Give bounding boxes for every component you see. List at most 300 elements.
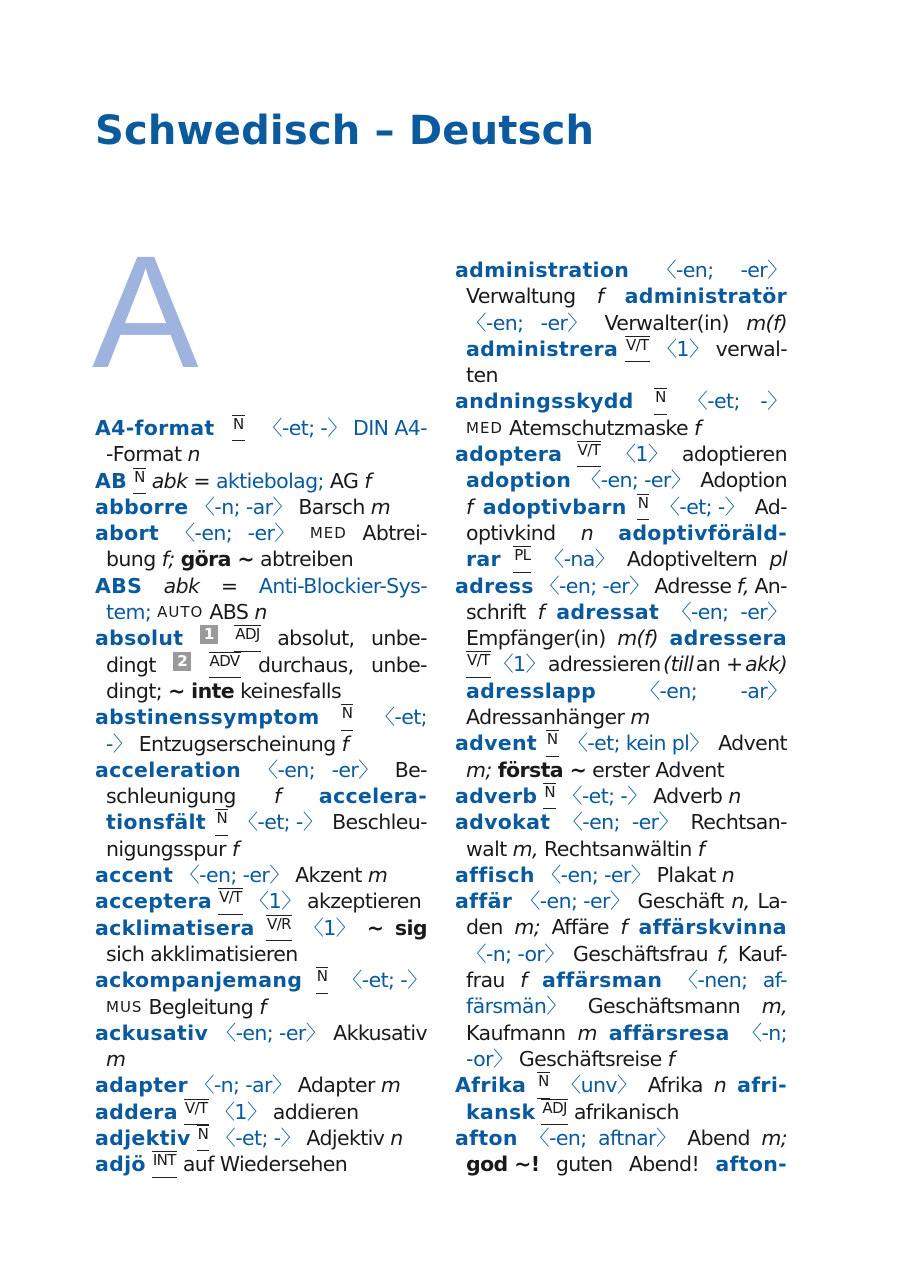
phrase: sig xyxy=(394,915,427,940)
gender: m xyxy=(367,863,388,888)
gender: f xyxy=(341,731,349,756)
inflection: 〈-nen; xyxy=(677,968,748,993)
translation: Rechtsanwältin xyxy=(543,836,692,861)
headword: affisch xyxy=(455,862,535,887)
entry-line xyxy=(455,573,787,599)
inflection: -er〉 xyxy=(740,258,787,282)
pos-tag: V/T xyxy=(184,1099,209,1125)
entry-line xyxy=(95,652,427,678)
inflection: 〈-en; -er〉 xyxy=(519,889,630,914)
headword: affärsman xyxy=(542,968,663,993)
translation: Geschäft xyxy=(637,889,724,914)
inflection: 〈-et; kein pl〉 xyxy=(567,731,710,756)
pos-tag: N xyxy=(197,1125,210,1151)
translation: Geschäftsfrau xyxy=(573,941,708,966)
phrase: första ~ xyxy=(497,757,587,782)
inflection: 〈-en; xyxy=(562,810,620,835)
pos-tag: N xyxy=(637,494,650,520)
gender: n xyxy=(713,1073,727,1098)
inflection: 〈1〉 xyxy=(493,652,546,677)
headword: adverb xyxy=(455,783,538,808)
inflection: af- xyxy=(762,968,787,993)
entry-line xyxy=(455,704,787,730)
headword: accelera- xyxy=(318,784,427,809)
entry-line xyxy=(95,967,427,993)
translation: abtreiben xyxy=(259,547,354,572)
translation: Afrika xyxy=(647,1073,703,1098)
pos-tag: ADJ xyxy=(541,1099,567,1125)
headword: affärsresa xyxy=(608,1020,730,1045)
inflection: -er〉 xyxy=(631,810,679,835)
entry-line xyxy=(95,1072,427,1098)
translation: Adoption xyxy=(700,468,787,493)
translation: unbe- xyxy=(370,652,427,677)
gender: m, xyxy=(761,994,787,1019)
gender: f xyxy=(231,836,239,861)
translation: verwal- xyxy=(715,336,787,361)
headword: advent xyxy=(455,731,537,756)
entry-line xyxy=(95,915,427,941)
translation: Beschleu- xyxy=(332,810,427,835)
headword: addera xyxy=(95,1099,178,1124)
gender: f; xyxy=(161,547,175,572)
headword: acceptera xyxy=(95,889,213,914)
entry-line xyxy=(95,731,427,757)
translation: schleunigung xyxy=(106,784,236,809)
gender: m(f) xyxy=(617,626,658,651)
inflection: 〈-et; -〉 xyxy=(341,968,427,993)
inflection: 〈-en; xyxy=(529,1125,587,1150)
inflection: 〈-n; -ar〉 xyxy=(193,1073,292,1098)
crossref: aktiebolag; xyxy=(215,468,324,493)
entry-line xyxy=(455,1046,787,1072)
entry-line xyxy=(95,1046,427,1072)
entry-line xyxy=(455,1099,787,1125)
inflection: 〈-en; -er〉 xyxy=(179,863,290,888)
entry-line xyxy=(95,783,427,809)
translation: Verwaltung xyxy=(466,284,576,309)
translation: Kauf- xyxy=(737,941,787,966)
headword: ABS xyxy=(95,573,143,598)
inflection: 〈-en; xyxy=(671,599,729,624)
gender: m xyxy=(630,705,650,730)
inflection: 〈-et; xyxy=(374,705,427,730)
entry-line xyxy=(95,809,427,835)
translation: guten xyxy=(555,1152,613,1177)
entry-line xyxy=(455,1151,787,1177)
entry-line xyxy=(95,994,427,1020)
headword: adressat xyxy=(556,599,660,624)
gender: f xyxy=(364,468,371,493)
entry-line xyxy=(455,993,787,1019)
translation: Kaufmann xyxy=(466,1020,566,1045)
headword: advokat xyxy=(455,810,551,835)
entry-line xyxy=(95,888,427,914)
entry-line xyxy=(455,888,787,914)
translation: absolut, xyxy=(277,626,355,651)
pos-tag: V/T xyxy=(218,888,243,914)
entry-line xyxy=(455,441,787,467)
phrase: god ~! xyxy=(466,1152,540,1177)
translation: Adapter xyxy=(297,1073,375,1098)
inflection: 〈-et; xyxy=(687,389,740,414)
pos-tag: N xyxy=(316,967,329,993)
translation: Be- xyxy=(394,757,427,782)
headword: afri- xyxy=(737,1073,787,1098)
gender: f xyxy=(274,784,281,809)
sense-number: 2 xyxy=(173,652,191,671)
gender: n xyxy=(728,783,741,808)
translation: erster Advent xyxy=(592,757,725,782)
headword: afton- xyxy=(715,1152,787,1177)
pos-tag: N xyxy=(546,730,559,756)
headword: adoption xyxy=(466,468,572,493)
inflection: 〈1〉 xyxy=(303,915,356,940)
translation: AG xyxy=(329,468,359,493)
label: (till xyxy=(663,652,694,677)
translation: Adressanhänger xyxy=(466,705,625,730)
entry-line xyxy=(455,651,787,677)
translation: Geschäftsreise xyxy=(518,1046,662,1071)
inflection: 〈-en; xyxy=(174,521,233,546)
entry-line xyxy=(95,546,427,572)
translation: an + xyxy=(695,652,743,677)
pos-tag: N xyxy=(215,809,228,835)
gender: f xyxy=(520,968,527,993)
gender: n xyxy=(721,862,735,887)
headword: adoptivföräld- xyxy=(618,520,787,545)
translation: Adresse xyxy=(654,573,732,598)
entry-line xyxy=(95,1151,427,1177)
translation: Ad- xyxy=(754,494,787,519)
sense-number: 1 xyxy=(200,625,218,644)
pos-tag: N xyxy=(341,704,354,730)
translation: Adverb xyxy=(653,783,723,808)
translation: Affäre xyxy=(551,915,609,940)
entry-line xyxy=(95,415,427,441)
headword: acceleration xyxy=(95,757,242,782)
inflection: 〈-en; xyxy=(656,258,714,282)
entry-line xyxy=(455,809,787,835)
equals: = xyxy=(220,573,238,598)
headword: Afrika xyxy=(455,1073,527,1098)
translation: Geschäftsmann xyxy=(587,994,741,1019)
gender: m xyxy=(370,494,391,519)
gender: f xyxy=(693,415,701,440)
headword: abstinenssymptom xyxy=(95,705,320,730)
inflection: 〈-n; -ar〉 xyxy=(194,494,293,519)
entry-line xyxy=(95,599,427,625)
entry-line xyxy=(455,862,787,888)
translation: walt xyxy=(466,836,507,861)
inflection: -or〉 xyxy=(466,1046,513,1071)
entry-line xyxy=(95,1125,427,1151)
inflection: 〈-en; xyxy=(257,757,316,782)
translation: schrift xyxy=(466,599,526,624)
inflection: -er〉 xyxy=(247,521,295,546)
inflection: 〈1〉 xyxy=(656,336,709,361)
gender: m(f) xyxy=(746,310,787,335)
pos-tag: V/T xyxy=(625,336,650,362)
right-column xyxy=(455,257,787,1177)
gender: pl xyxy=(769,547,787,572)
gender: f xyxy=(466,494,473,519)
translation: La- xyxy=(757,889,787,914)
translation: sich akklimatisieren xyxy=(106,941,298,966)
translation: -Format xyxy=(106,442,182,467)
entry-line xyxy=(455,678,787,704)
inflection: 〈-en; xyxy=(639,678,698,703)
pos-tag: V/T xyxy=(577,441,602,467)
headword: rar xyxy=(466,547,501,572)
inflection: 〈-et; -〉 xyxy=(659,494,745,519)
entry-line xyxy=(95,494,427,520)
gender: m xyxy=(380,1073,401,1098)
entry-line xyxy=(95,573,427,599)
entry-line xyxy=(95,625,427,651)
entry-line xyxy=(95,941,427,967)
inflection: -〉 xyxy=(760,389,787,414)
tilde: ~ xyxy=(366,915,384,940)
translation: addieren xyxy=(272,1099,359,1124)
equals: = xyxy=(193,468,210,493)
inflection: -er〉 xyxy=(740,599,787,624)
translation: adoptieren xyxy=(681,442,787,467)
headword: adapter xyxy=(95,1073,188,1098)
gender: f xyxy=(667,1046,675,1071)
headword: kansk xyxy=(466,1099,536,1124)
translation: Empfänger(in) xyxy=(466,626,606,651)
translation: keinesfalls xyxy=(240,678,342,703)
entry-line xyxy=(455,757,787,783)
entry-line xyxy=(95,441,427,467)
headword: afton xyxy=(455,1125,518,1150)
headword: adoptivbarn xyxy=(482,494,627,519)
gender: f, xyxy=(736,573,749,598)
inflection: 〈-n; xyxy=(741,1020,787,1045)
headword: acklimatisera xyxy=(95,915,255,940)
inflection: 〈1〉 xyxy=(214,1099,267,1124)
entry-line xyxy=(455,520,787,546)
translation: frau xyxy=(466,968,505,993)
entry-line xyxy=(95,678,427,704)
entry-line xyxy=(455,467,787,493)
pos-tag: N xyxy=(232,415,245,441)
gender: m xyxy=(577,1020,597,1045)
gender: f xyxy=(697,836,705,861)
entry-line xyxy=(455,336,787,362)
label: abk xyxy=(151,468,188,493)
inflection: aftnar〉 xyxy=(598,1125,676,1150)
entry-line xyxy=(455,546,787,572)
translation: Abend! xyxy=(628,1152,700,1177)
translation: den xyxy=(466,915,503,940)
headword: affärskvinna xyxy=(638,915,787,940)
headword: administration xyxy=(455,258,630,282)
inflection: 〈-et; -〉 xyxy=(237,810,323,835)
entry-line xyxy=(455,599,787,625)
headword: adressera xyxy=(669,626,787,651)
translation: Verwalter(in) xyxy=(604,310,729,335)
translation: Adoptiveltern xyxy=(626,547,758,572)
headword: affär xyxy=(455,889,513,914)
page-title: Schwedisch – Deutsch xyxy=(95,108,595,154)
inflection: 〈-et; -〉 DIN A4- xyxy=(262,416,427,440)
pos-tag: V/T xyxy=(466,651,491,677)
entry-line xyxy=(95,520,427,546)
translation: Entzugserscheinung xyxy=(138,731,336,756)
translation: akzeptieren xyxy=(307,889,422,914)
entry-line xyxy=(455,1020,787,1046)
headword: administratör xyxy=(624,284,787,309)
translation: Adjektiv xyxy=(306,1126,385,1151)
translation: Advent xyxy=(718,731,787,756)
translation: ten xyxy=(466,363,498,388)
pos-tag: INT xyxy=(152,1151,177,1177)
headword: administrera xyxy=(466,336,619,361)
translation: Plakat xyxy=(656,862,716,887)
translation: Atemschutzmaske xyxy=(508,415,688,440)
inflection: 〈-et; -〉 xyxy=(215,1126,301,1151)
gender: m; xyxy=(514,915,541,940)
translation: dingt; xyxy=(106,678,163,703)
headword: andningsskydd xyxy=(455,389,634,414)
translation: dingt xyxy=(106,652,156,677)
translation: bung xyxy=(106,547,156,572)
headword: adoptera xyxy=(455,442,563,467)
translation: nigungsspur xyxy=(106,836,226,861)
entry-line xyxy=(455,415,787,441)
entry-line xyxy=(95,862,427,888)
translation: unbe- xyxy=(370,626,427,651)
inflection: 〈unv〉 xyxy=(560,1073,637,1098)
entry-line xyxy=(95,836,427,862)
translation: Akzent xyxy=(295,863,362,888)
inflection: 〈1〉 xyxy=(615,442,668,467)
gender: n, xyxy=(731,889,750,914)
entry-line xyxy=(95,468,427,494)
crossref: tem; xyxy=(106,600,152,625)
inflection: 〈-en; -er〉 xyxy=(580,468,691,493)
entry-line xyxy=(455,1125,787,1151)
pos-tag: N xyxy=(654,388,667,414)
entry-line xyxy=(455,362,787,388)
headword: absolut xyxy=(95,626,184,651)
translation: An- xyxy=(754,573,787,598)
gender: n xyxy=(254,600,267,625)
gender: f, xyxy=(716,941,729,966)
inflection: 〈-na〉 xyxy=(543,547,615,572)
pos-tag: N xyxy=(133,468,146,494)
headword: abort xyxy=(95,521,160,546)
headword: adresslapp xyxy=(466,678,597,703)
translation: afrikanisch xyxy=(573,1099,679,1124)
pos-tag: ADV xyxy=(209,652,241,678)
headword: adjektiv xyxy=(95,1126,191,1151)
pos-tag: V/R xyxy=(266,915,292,941)
translation: auf Wiedersehen xyxy=(182,1152,348,1177)
translation: Barsch xyxy=(298,494,365,519)
domain-label: AUTO xyxy=(157,603,204,622)
gender: f xyxy=(620,915,627,940)
entry-line xyxy=(95,1020,427,1046)
inflection: 〈-en; xyxy=(466,310,524,335)
inflection: -〉 xyxy=(106,731,133,756)
entry-line xyxy=(455,783,787,809)
gender: f xyxy=(259,994,266,1019)
entry-line xyxy=(455,941,787,967)
headword: ackusativ xyxy=(95,1020,209,1045)
pos-tag: N xyxy=(537,1072,550,1098)
entry-line xyxy=(455,310,787,336)
inflection: -er〉 xyxy=(540,310,588,335)
headword: ackompanjemang xyxy=(95,968,303,993)
section-letter: A xyxy=(92,222,199,401)
translation: ABS xyxy=(209,600,249,625)
gender: m; xyxy=(761,1125,787,1150)
headword: adjö xyxy=(95,1152,146,1177)
inflection: -er〉 xyxy=(331,757,379,782)
inflection: -ar〉 xyxy=(740,678,787,703)
gender: m, xyxy=(512,836,538,861)
translation: Rechtsan- xyxy=(690,810,787,835)
gender: m xyxy=(106,1047,126,1072)
phrase: ~ inte xyxy=(168,678,235,703)
entry-line xyxy=(455,494,787,520)
entry-line xyxy=(455,836,787,862)
pos-tag: ADJ xyxy=(234,625,260,651)
inflection: 〈1〉 xyxy=(248,889,301,914)
label: abk xyxy=(163,573,200,598)
domain-label: MED xyxy=(309,524,347,543)
translation: Begleitung xyxy=(148,994,254,1019)
entry-line xyxy=(455,625,787,651)
headword: abborre xyxy=(95,494,189,519)
gender: n xyxy=(187,442,200,467)
crossref: Anti-Blockier-Sys- xyxy=(258,573,427,598)
translation: durchaus, xyxy=(257,652,354,677)
translation: Akkusativ xyxy=(333,1020,427,1045)
gender: n xyxy=(390,1126,403,1151)
gender: f xyxy=(596,284,604,309)
headword: tionsfält xyxy=(106,810,206,835)
entry-line xyxy=(455,388,787,414)
domain-label: MED xyxy=(466,418,503,437)
headword: adress xyxy=(455,573,534,598)
headword: A4-format xyxy=(95,416,215,440)
inflection: 〈-en; -er〉 xyxy=(540,862,651,887)
headword: AB xyxy=(95,468,128,493)
entry-line xyxy=(95,757,427,783)
translation: adressieren xyxy=(547,652,661,677)
label: akk) xyxy=(745,652,787,677)
inflection: 〈-et; -〉 xyxy=(561,783,648,808)
translation: Abend xyxy=(687,1125,750,1150)
left-column xyxy=(95,415,427,1178)
inflection: 〈-en; -er〉 xyxy=(215,1020,326,1045)
translation: optivkind xyxy=(466,520,556,545)
pos-tag: PL xyxy=(513,546,531,572)
entry-line xyxy=(455,1072,787,1098)
inflection: 〈-n; -or〉 xyxy=(466,941,565,966)
gender: n xyxy=(580,520,594,545)
entry-line xyxy=(455,283,787,309)
entry-line xyxy=(455,730,787,756)
gender: m; xyxy=(466,757,492,782)
entry-line xyxy=(455,257,787,283)
entry-line xyxy=(95,704,427,730)
inflection: färsmän〉 xyxy=(466,994,567,1019)
